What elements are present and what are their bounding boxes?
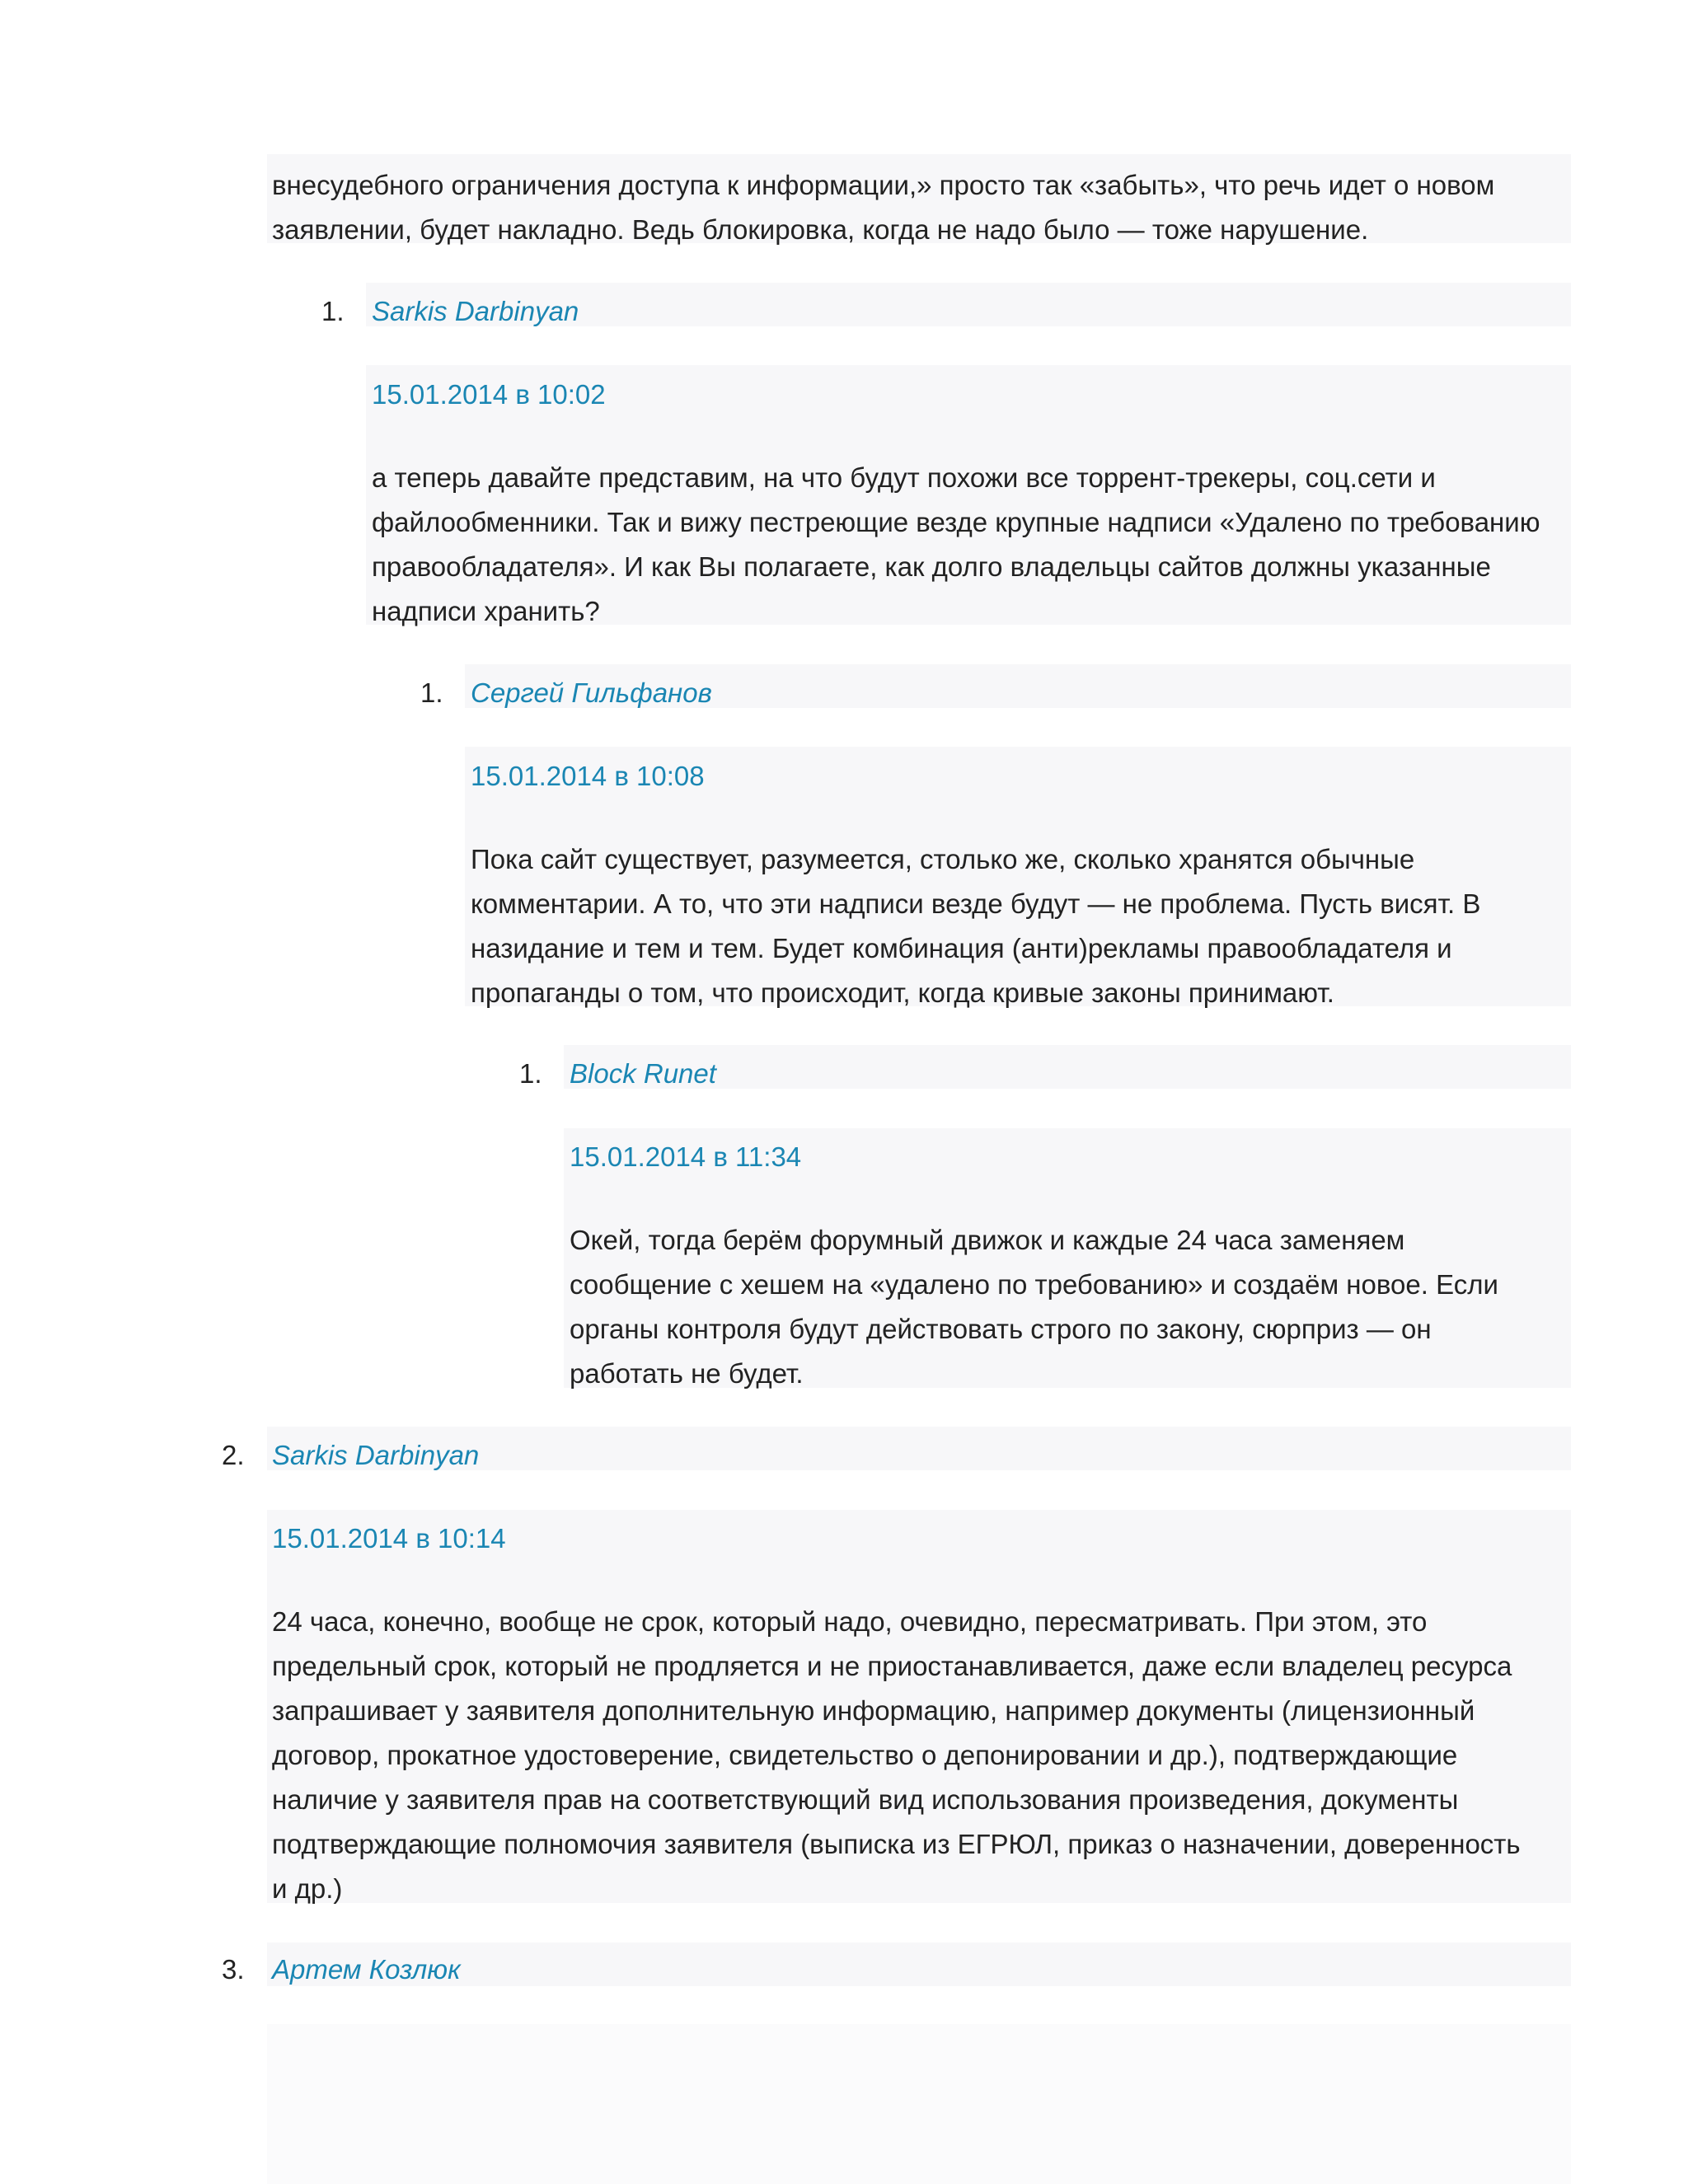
comment-text-line: надписи хранить? — [372, 596, 600, 626]
comment-text-line: комментарии. А то, что эти надписи везде будут — не проблема. Пусть висят. В — [471, 888, 1481, 919]
comment-text-line: правообладателя». И как Вы полагаете, как долго владельцы сайтов должны указанные — [372, 551, 1491, 582]
comment-date-link[interactable]: 15.01.2014 в 11:34 — [570, 1141, 802, 1172]
comment-text-line: файлообменники. Так и вижу пестреющие везде крупные надписи «Удалено по требованию — [372, 507, 1540, 537]
comment-text-line: сообщение с хешем на «удалено по требованию» и создаём новое. Если — [570, 1269, 1498, 1300]
comment-text-line: 24 часа, конечно, вообще не срок, который надо, очевидно, пересматривать. При этом, это — [272, 1606, 1428, 1637]
comment-date-link[interactable]: 15.01.2014 в 10:02 — [372, 379, 606, 410]
comment-text-line: а теперь давайте представим, на что будут похожи все торрент-трекеры, соц.сети и — [372, 462, 1436, 493]
comment-number: 1. — [519, 1058, 542, 1089]
comment-body — [267, 2024, 1571, 2184]
comment-author-link[interactable]: Block Runet — [570, 1058, 716, 1089]
comment-text-line: подтверждающие полномочия заявителя (выписка из ЕГРЮЛ, приказ о назначении, доверенность — [272, 1829, 1521, 1859]
comment-text-line: предельный срок, который не продляется и не приостанавливается, даже если владелец ресурса — [272, 1651, 1512, 1681]
comment-text-line: наличие у заявителя прав на соответствующий вид использования произведения, документы — [272, 1784, 1459, 1815]
intro-line: внесудебного ограничения доступа к информации,» просто так «забыть», что речь идет о новом — [272, 170, 1495, 200]
comment-text-line: запрашивает у заявителя дополнительную информацию, например документы (лицензионный — [272, 1695, 1475, 1726]
comment-text-line: Окей, тогда берём форумный движок и каждые 24 часа заменяем — [570, 1225, 1405, 1255]
comment-number: 1. — [321, 296, 345, 326]
comment-text-line: назидание и тем и тем. Будет комбинация (анти)рекламы правообладателя и — [471, 933, 1452, 963]
comment-author-link[interactable]: Сергей Гильфанов — [471, 677, 712, 708]
comment-text-line: Пока сайт существует, разумеется, столько же, сколько хранятся обычные — [471, 844, 1415, 874]
comment-number: 1. — [420, 677, 443, 708]
comment-text-line: договор, прокатное удостоверение, свидетельство о депонировании и др.), подтверждающие — [272, 1740, 1458, 1770]
comment-author-link[interactable]: Sarkis Darbinyan — [372, 296, 579, 326]
comment-date-link[interactable]: 15.01.2014 в 10:14 — [272, 1523, 506, 1554]
comment-text-line: органы контроля будут действовать строго по закону, сюрприз — он — [570, 1314, 1432, 1344]
comment-number: 3. — [222, 1954, 245, 1985]
comment-text-line: и др.) — [272, 1873, 343, 1904]
intro-line: заявлении, будет накладно. Ведь блокировка, когда не надо было — тоже нарушение. — [272, 214, 1369, 245]
comment-number: 2. — [222, 1440, 245, 1470]
comment-header — [267, 1943, 1571, 1986]
comment-author-link[interactable]: Sarkis Darbinyan — [272, 1440, 480, 1470]
comment-text-line: пропаганды о том, что происходит, когда кривые законы принимают. — [471, 977, 1334, 1008]
comment-date-link[interactable]: 15.01.2014 в 10:08 — [471, 761, 705, 791]
comment-author-link[interactable]: Артем Козлюк — [272, 1954, 461, 1985]
comment-text-line: работать не будет. — [570, 1358, 804, 1389]
